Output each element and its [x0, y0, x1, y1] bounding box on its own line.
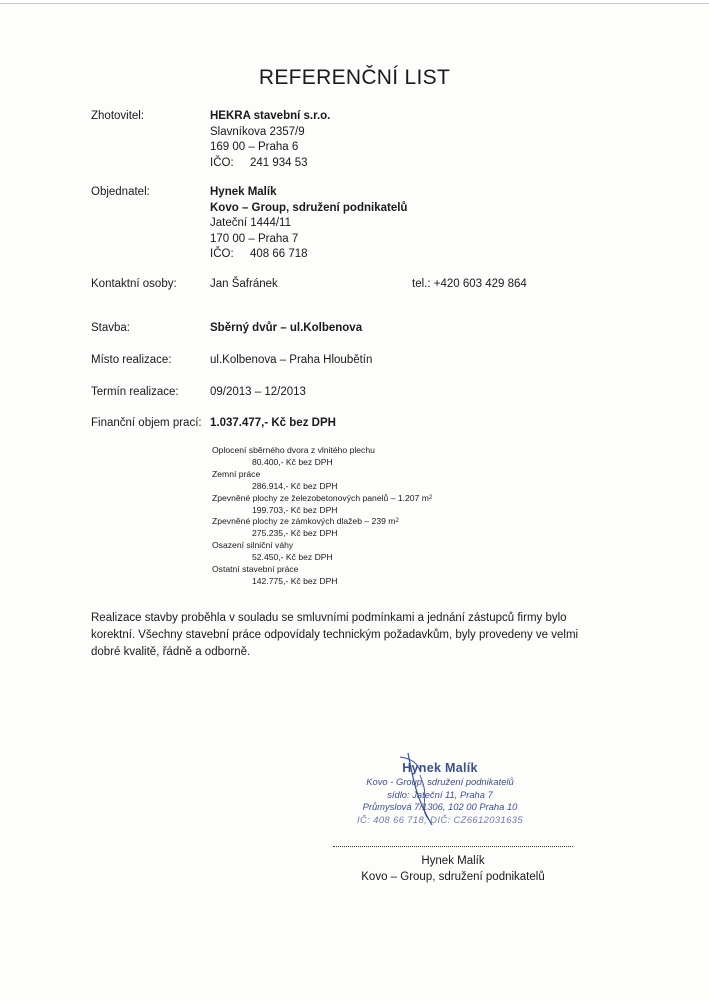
signature-line: [333, 846, 573, 847]
document-title: REFERENČNÍ LIST: [258, 66, 451, 89]
contact-phone: tel.: +420 603 429 864: [412, 278, 527, 290]
item-name: Osazení silniční váhy: [212, 540, 294, 551]
contractor-ico: 241 934 53: [250, 156, 308, 169]
superscript: 2: [395, 518, 399, 525]
item-name: Ostatní stavební práce: [212, 564, 299, 575]
superscript: 2: [428, 494, 433, 501]
term-label: Termín realizace:: [91, 386, 179, 398]
contractor-city: 169 00 – Praha 6: [210, 141, 299, 154]
client-street: Jateční 1444/11: [210, 217, 291, 230]
item-name: Zemní práce: [212, 468, 261, 479]
term-value: 09/2013 – 12/2013: [210, 386, 306, 398]
list-item: [212, 469, 432, 493]
list-item: [212, 493, 432, 517]
contact-label: Kontaktní osoby:: [91, 278, 177, 290]
stamp-line: Průmyslová 7/1306, 102 00 Praha 10: [362, 801, 518, 813]
client-city: 170 00 – Praha 7: [210, 232, 299, 245]
finance-value: 1.037.477,- Kč bez DPH: [210, 417, 336, 429]
handwritten-signature: [380, 745, 500, 830]
list-item: [212, 445, 432, 469]
stamp-line: sídlo: Jateční 11, Praha 7: [387, 788, 493, 800]
list-item: [212, 540, 432, 564]
evaluation-paragraph: Realizace stavby proběhla v souladu se smluvními podmínkami a jednání zástupců firmy bylo korektní. Všechny stavební práce odpovídaly technickým požadavkům, byly provedeny ve velmi dobré kvalitě, řádně a odborně.: [91, 612, 579, 658]
contractor-label: Zhotovitel:: [91, 110, 145, 122]
contractor-ico-label: IČO:: [210, 156, 234, 169]
contractor-ico-line: [210, 156, 510, 172]
item-amount: 80.400,- Kč bez DPH: [252, 456, 333, 467]
item-name: Zpevněné plochy ze zámkových dlažeb – 239 $m^2$: [212, 516, 399, 527]
project-value: Sběrný dvůr – ul.Kolbenova: [210, 322, 363, 334]
client-ico-label: IČO:: [210, 248, 234, 261]
client-label: Objednatel:: [91, 186, 150, 198]
location-value: ul.Kolbenova – Praha Hloubětín: [210, 354, 373, 366]
cost-items-list: [212, 445, 432, 588]
item-amount: 286.914,- Kč bez DPH: [252, 480, 338, 491]
signer-company: Kovo – Group, sdružení podnikatelů: [361, 871, 545, 883]
finance-label: Finanční objem prací:: [91, 417, 202, 429]
stamp-head: Hynek Malík: [402, 761, 478, 775]
item-amount: 52.450,- Kč bez DPH: [252, 552, 333, 563]
contact-person: Jan Šafránek: [210, 278, 278, 290]
stamp-line: Kovo - Group, sdružení podnikatelů: [366, 776, 514, 787]
item-amount: 275.235,- Kč bez DPH: [252, 528, 338, 539]
item-name: Zpevněné plochy ze železobetonových panelů – 1.207 $m^2$: [212, 492, 433, 503]
item-name: Oplocení sběrného dvora z vlnitého plechu: [212, 445, 375, 455]
client-company: Kovo – Group, sdružení podnikatelů: [210, 201, 408, 214]
client-ico-line: [210, 247, 530, 263]
list-item: [212, 564, 432, 588]
stamp-line: IČ: 408 66 718, DIČ: CZ6612031635: [357, 813, 523, 825]
client-name: Hynek Malík: [210, 186, 277, 198]
item-amount: 142.775,- Kč bez DPH: [252, 575, 338, 586]
location-label: Místo realizace:: [91, 354, 172, 366]
contractor-name: HEKRA stavební s.r.o.: [210, 110, 331, 122]
item-amount: 199.703,- Kč bez DPH: [252, 504, 338, 515]
signer-block: [333, 853, 573, 885]
scan-edge-line: [0, 3, 709, 4]
contractor-street: Slavníkova 2357/9: [210, 125, 305, 138]
client-ico: 408 66 718: [250, 248, 308, 261]
list-item: [212, 516, 432, 540]
signer-name: Hynek Malík: [421, 855, 485, 867]
project-label: Stavba:: [91, 322, 130, 334]
